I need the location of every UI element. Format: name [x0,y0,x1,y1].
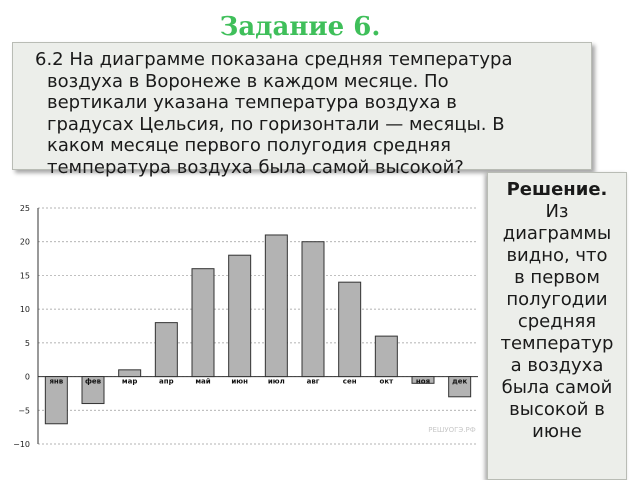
y-tick-label: 5 [24,338,30,348]
task-line: температура воздуха была самой высокой? [47,156,464,178]
bar-июн [229,255,251,376]
bar-сен [339,282,361,376]
solution-line: диаграммы [502,223,612,244]
x-tick-label: дек [452,377,468,386]
solution-line: Из [545,201,569,222]
bar-авг [302,242,324,377]
task-line: вертикали указана температура воздуха в [47,92,457,113]
solution-line: была самой [501,377,613,398]
x-tick-label: июл [267,377,285,386]
task-line: 6.2 На диаграмме показана средняя температура [35,49,513,70]
x-tick-label: авг [306,377,320,386]
bar-июл [265,235,287,377]
x-tick-label: сен [342,377,357,386]
y-tick-label: 20 [19,237,30,247]
temperature-bar-chart [0,196,486,454]
solution-line: видно, что [506,245,608,266]
bar-апр [155,323,177,377]
bar-май [192,269,214,377]
solution-line: июне [532,421,582,442]
task-line: градусах Цельсия, по горизонтали — месяцы. В [47,113,505,135]
solution-line: в первом [514,267,600,288]
bar-окт [375,336,397,376]
solution-heading: Решение. [506,179,608,200]
x-tick-label: июн [231,377,248,386]
y-tick-label: −10 [13,440,30,449]
solution-line: а воздуха [510,355,604,376]
solution-line: средняя [517,311,597,332]
watermark-text: РЕШУОГЭ.РФ [428,426,476,434]
y-tick-label: 0 [24,372,30,382]
bar-мар [119,370,141,377]
x-tick-label: май [195,377,211,386]
solution-line: температур [500,333,614,354]
solution-line: высокой в [509,399,605,420]
slide-title: Задание 6. [219,12,381,42]
solution-box [487,172,627,480]
solution-line: полугодии [506,289,608,310]
x-tick-label: янв [49,377,64,386]
task-line: воздуха в Воронеже в каждом месяце. По [47,70,449,92]
x-tick-label: апр [159,377,174,386]
task-line: каком месяце первого полугодия средняя [47,135,451,156]
x-tick-label: фев [84,377,102,386]
x-tick-label: окт [379,377,394,386]
y-tick-label: 25 [19,204,30,213]
x-tick-label: ноя [415,377,431,386]
y-tick-label: −5 [18,406,30,416]
x-tick-label: мар [121,377,138,386]
task-text-box [12,42,592,178]
y-tick-label: 15 [19,271,30,281]
y-tick-label: 10 [19,305,30,315]
